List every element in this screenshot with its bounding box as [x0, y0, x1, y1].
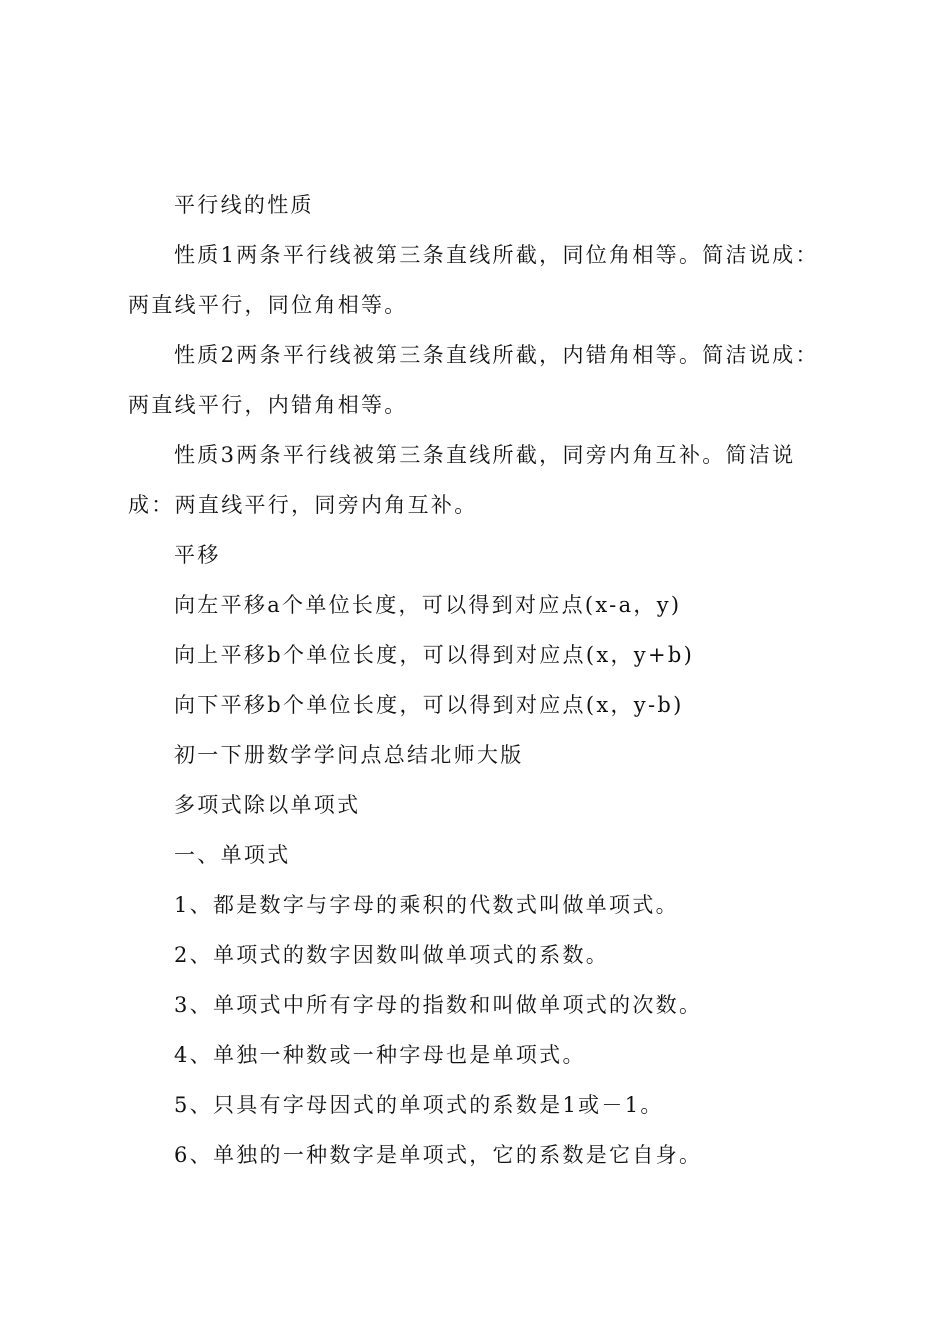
document-section-title: 初一下册数学学问点总结北师大版: [174, 743, 524, 767]
monomial-rule-4: 4、单独一种数或一种字母也是单项式。: [174, 1043, 586, 1067]
section-heading-parallel-properties: 平行线的性质: [174, 193, 314, 217]
translation-up-line: 向上平移b个单位长度，可以得到对应点(x，y+b): [174, 643, 695, 667]
property-3-paragraph: 性质3两条平行线被第三条直线所截，同旁内角互补。简洁说成：两直线平行，同旁内角互补。: [128, 443, 796, 517]
translation-down-line: 向下平移b个单位长度，可以得到对应点(x，y-b): [174, 693, 684, 717]
monomial-rule-2: 2、单项式的数字因数叫做单项式的系数。: [174, 943, 610, 967]
translation-left-line: 向左平移a个单位长度，可以得到对应点(x-a，y): [174, 593, 682, 617]
property-2-paragraph: 性质2两条平行线被第三条直线所截，内错角相等。简洁说成：两直线平行，内错角相等。: [128, 343, 819, 417]
monomial-rule-6: 6、单独的一种数字是单项式，它的系数是它自身。: [174, 1143, 703, 1167]
monomial-rule-3: 3、单项式中所有字母的指数和叫做单项式的次数。: [174, 993, 703, 1017]
section-heading-polynomial-division: 多项式除以单项式: [174, 793, 361, 817]
section-heading-translation: 平移: [174, 543, 221, 567]
document-body: [128, 180, 830, 1180]
monomial-rule-5: 5、只具有字母因式的单项式的系数是1或－1。: [174, 1093, 664, 1117]
property-1-paragraph: 性质1两条平行线被第三条直线所截，同位角相等。简洁说成：两直线平行，同位角相等。: [128, 243, 819, 317]
subsection-heading-monomial: 一、单项式: [174, 843, 291, 867]
monomial-rule-1: 1、都是数字与字母的乘积的代数式叫做单项式。: [174, 893, 679, 917]
